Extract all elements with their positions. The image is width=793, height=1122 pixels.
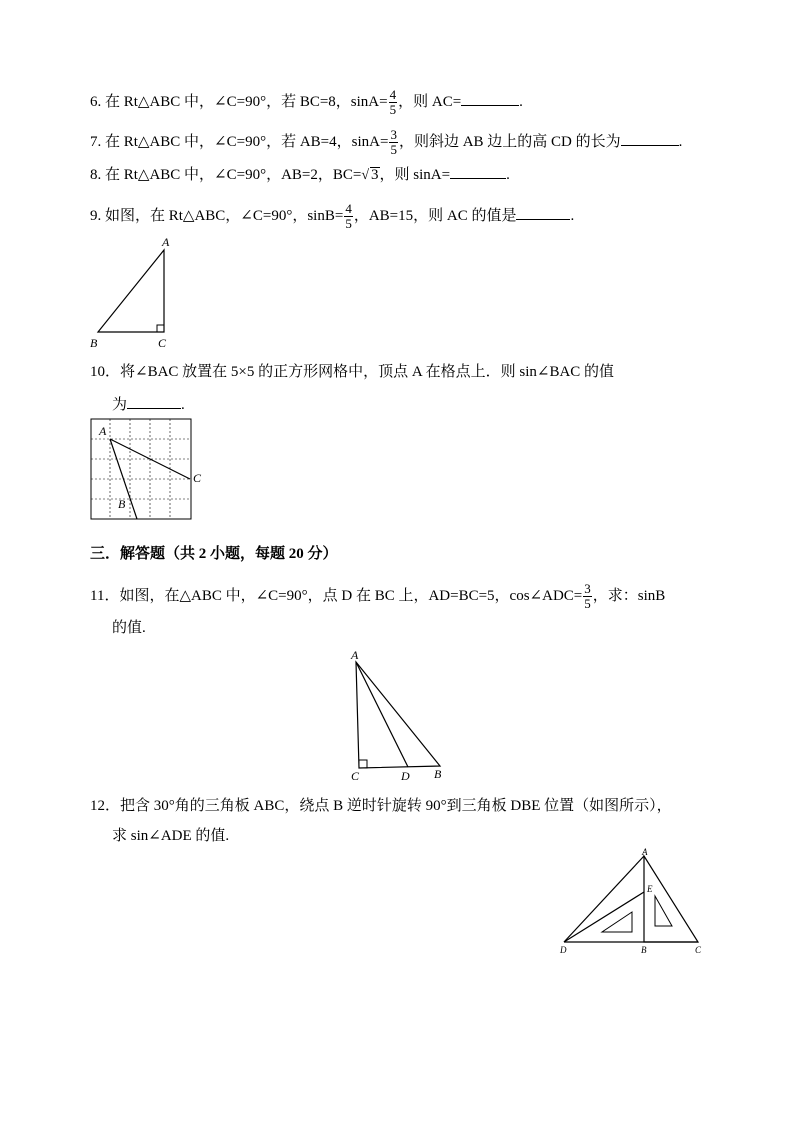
q9-number: 9.	[90, 207, 102, 224]
q11-text-pre: 如图，在△ABC 中，∠C=90°，点 D 在 BC 上，AD=BC=5，cos∠ADC=	[119, 587, 583, 604]
q9-frac-num: 4	[345, 201, 352, 216]
sqrt-sign: √	[361, 168, 370, 183]
question-10-line-1	[90, 362, 614, 382]
fig11-segment-AD	[356, 662, 408, 767]
q9-text-post: ，AB=15，则 AC 的值是	[353, 207, 517, 224]
figure-9-right-triangle	[86, 232, 186, 352]
fig11-label-C: C	[351, 769, 360, 783]
q6-answer-blank[interactable]	[461, 91, 519, 106]
question-6	[90, 88, 523, 117]
fig12-triangle-ABC	[644, 856, 698, 942]
q6-frac-num: 4	[389, 87, 397, 102]
q6-number: 6.	[90, 93, 102, 110]
question-12-line-2	[112, 826, 229, 846]
q7-end: .	[678, 133, 683, 150]
q11-frac-den: 5	[584, 596, 591, 611]
fig12-label-B: B	[641, 945, 647, 955]
fig12-inner-cutout-right	[655, 896, 672, 926]
q8-text-post: ，则 sinA=	[379, 167, 451, 183]
fig9-label-B: B	[90, 336, 98, 350]
q12-text-line1: 把含 30°角的三角板 ABC，绕点 B 逆时针旋转 90°到三角板 DBE 位置（如图所示），	[120, 798, 672, 814]
fig12-label-C: C	[695, 945, 702, 955]
q8-end: .	[506, 167, 510, 183]
section-3-heading: 三．解答题（共 2 小题，每题 20 分）	[90, 546, 338, 562]
fig9-triangle	[98, 250, 164, 332]
fig12-label-E: E	[647, 884, 653, 894]
q6-fraction	[389, 88, 398, 117]
q10-text-line1: 将∠BAC 放置在 5×5 的正方形网格中，顶点 A 在格点上．则 sin∠BAC 的值	[120, 364, 615, 380]
q9-end: .	[570, 207, 575, 224]
q7-fraction	[389, 128, 398, 157]
fig10-label-A: A	[99, 424, 107, 438]
q8-text-pre: 在 Rt△ABC 中，∠C=90°，AB=2，BC=	[105, 167, 362, 183]
q8-answer-blank[interactable]	[450, 164, 506, 179]
q9-text-pre: 如图，在 Rt△ABC，∠C=90°，sinB=	[105, 207, 344, 224]
q11-number: 11．	[90, 587, 120, 604]
question-10-line-2	[112, 394, 185, 415]
q6-end: .	[519, 93, 523, 110]
q11-text-post: ，求：sinB	[592, 587, 666, 604]
fig11-triangle-ABC	[356, 662, 440, 768]
figure-12-set-squares	[558, 846, 708, 961]
q10-end: .	[181, 397, 185, 413]
q7-number: 7.	[90, 133, 102, 150]
q7-text-pre: 在 Rt△ABC 中，∠C=90°，若 AB=4，sinA=	[105, 133, 389, 150]
q8-sqrt-value: 3	[371, 167, 379, 183]
q11-frac-num: 3	[584, 581, 591, 596]
question-8	[90, 164, 510, 186]
figure-11-triangle	[346, 646, 456, 786]
q7-answer-blank[interactable]	[621, 131, 679, 146]
question-11-line-2	[112, 618, 146, 638]
fig10-label-B: B	[118, 497, 126, 511]
fig11-label-B: B	[434, 767, 442, 781]
q7-frac-den: 5	[390, 142, 397, 157]
fig10-label-C: C	[193, 471, 202, 485]
question-11-line-1	[90, 582, 665, 611]
q6-text-post: ，则 AC=	[398, 93, 462, 110]
q9-fraction	[344, 202, 353, 231]
q7-frac-num: 3	[390, 127, 397, 142]
fig11-label-A: A	[351, 648, 359, 662]
question-12-line-1	[90, 796, 672, 816]
fig11-label-D: D	[401, 769, 410, 783]
q6-frac-den: 5	[389, 102, 397, 117]
q6-text-pre: 在 Rt△ABC 中，∠C=90°，若 BC=8，sinA=	[105, 93, 388, 110]
fig9-label-C: C	[158, 336, 167, 350]
q12-number: 12．	[90, 798, 121, 814]
fig9-right-angle-mark	[157, 325, 164, 332]
q7-text-post: ，则斜边 AB 边上的高 CD 的长为	[398, 133, 621, 150]
fig9-label-A: A	[162, 235, 170, 249]
fig12-label-A: A	[642, 847, 648, 857]
q11-fraction	[583, 582, 592, 611]
q8-number: 8.	[90, 167, 102, 183]
fig12-label-D: D	[560, 945, 567, 955]
q9-answer-blank[interactable]	[516, 205, 570, 220]
fig11-right-angle-mark	[359, 760, 367, 768]
question-9	[90, 202, 574, 231]
q12-text-line2: 求 sin∠ADE 的值.	[112, 828, 230, 844]
q11-text-line2: 的值.	[112, 620, 146, 636]
q10-text-line2: 为	[112, 397, 128, 413]
q9-frac-den: 5	[345, 216, 352, 231]
question-7	[90, 128, 682, 157]
q10-answer-blank[interactable]	[127, 394, 181, 409]
q10-number: 10．	[90, 364, 121, 380]
figure-10-grid	[90, 418, 210, 522]
